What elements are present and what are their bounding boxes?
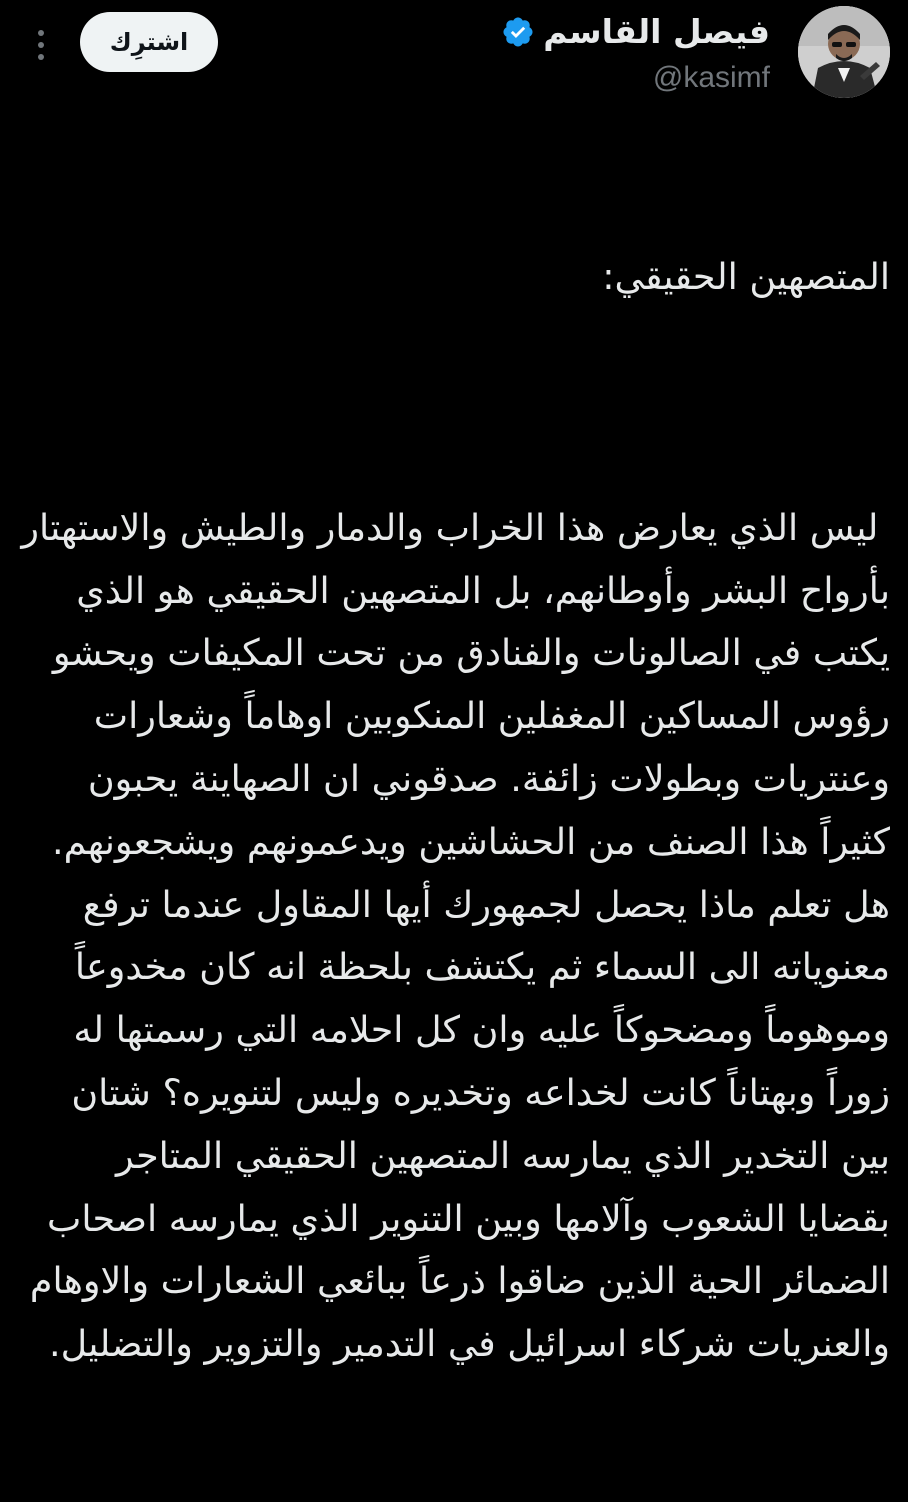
author-handle[interactable]: @kasimf — [652, 61, 770, 94]
author-display-name[interactable]: فيصل القاسم — [543, 12, 770, 51]
author-name-row[interactable] — [501, 10, 770, 54]
verified-badge-icon[interactable] — [501, 15, 535, 49]
more-vertical-icon[interactable] — [36, 28, 46, 62]
tweet-title: المتصهين الحقيقي: — [602, 254, 890, 298]
subscribe-button[interactable]: اشترِك — [80, 12, 218, 72]
tweet-text — [9, 120, 890, 1502]
author-info[interactable] — [501, 10, 770, 98]
tweet-header — [0, 0, 908, 110]
avatar-image — [798, 6, 890, 98]
tweet-paragraph: ليس الذي يعارض هذا الخراب والدمار والطيش والاستهتار بأرواح البشر وأوطانهم، بل المتصهين الحقيقي هو الذي يكتب في الصالونات والفنادق من تحت المكيفات ويحشو رؤوس المساكين المغفلين المنكوبين اوهاماً وشعارات وعنتريات وبطولات زائفة. صدقوني ان الصهاينة يحبون كثيراً هذا الصنف من الحشاشين ويدعمونهم ويشجعونهم. هل تعلم ماذا يحصل لجمهورك أيها المقاول عندما ترفع معنوياته الى السماء ثم يكتشف بلحظة انه كان مخدوعاً وموهوماً ومضحوكاً عليه وان كل احلامه التي رسمتها له زوراً وبهتاناً كانت لخداعه وتخديره وليس لتنويره؟ شتان بين التخدير الذي يمارسه المتصهين الحقيقي المتاجر بقضايا الشعوب وآلامها وبين التنوير الذي يمارسه اصحاب الضمائر الحية الذين ضاقوا ذرعاً ببائعي الشعارات والاوهام والعنريات شركاء اسرائيل في التدمير والتزوير والتضليل. — [9, 505, 890, 1366]
avatar[interactable] — [798, 6, 890, 98]
